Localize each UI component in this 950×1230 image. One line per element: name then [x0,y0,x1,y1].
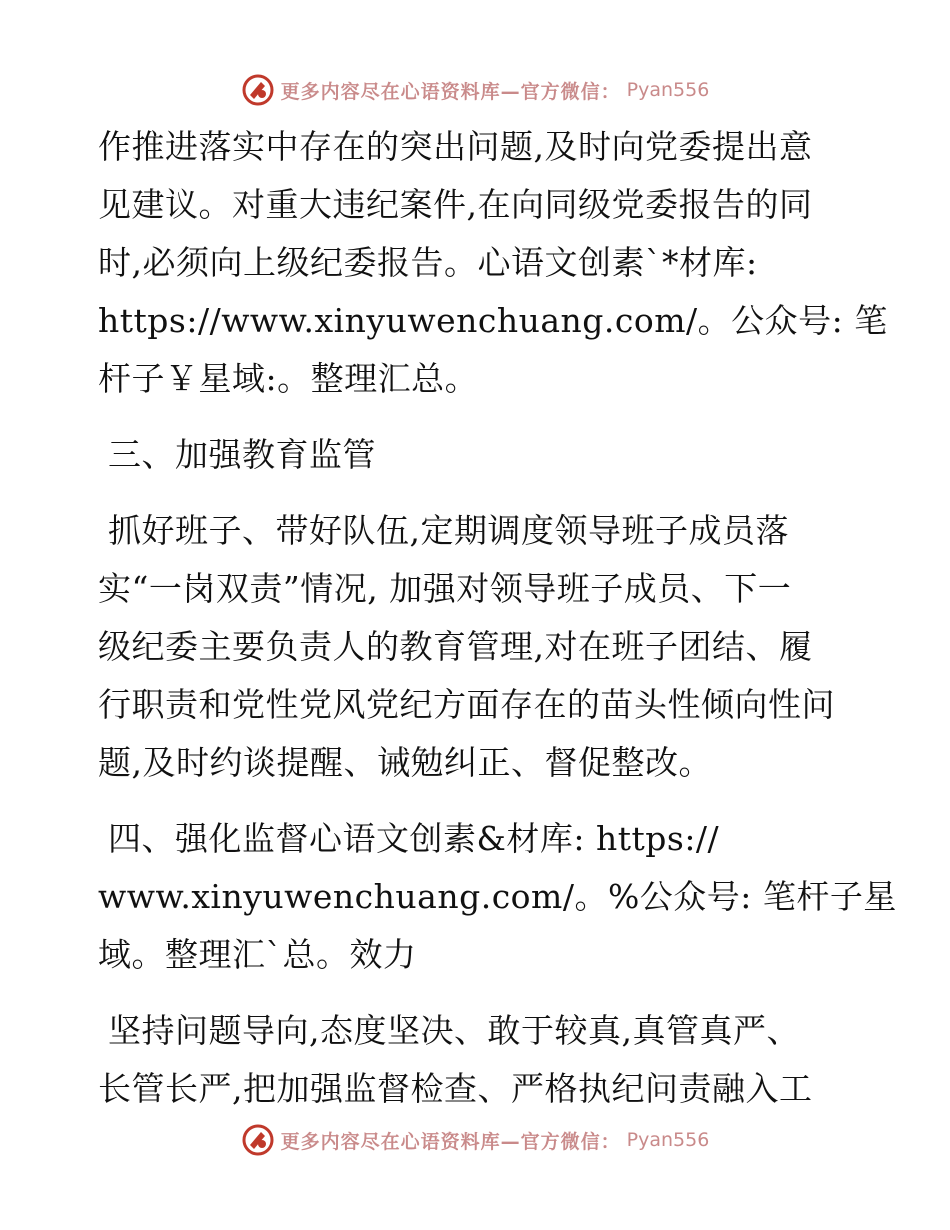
paragraph-line: 抓好班子、带好队伍,定期调度领导班子成员落 [108,511,789,550]
paragraph-line: 级纪委主要负责人的教育管理,对在班子团结、履 [98,627,813,666]
paragraph-line: https://www.xinyuwenchuang.com/。公众号: 笔 [98,301,888,340]
paragraph-line: 时,必须向上级纪委报告。心语文创素`*材库: [98,243,758,282]
section-heading-3: 三、加强教育监管 [108,435,376,474]
footer-banner [0,1120,950,1160]
header-banner [0,70,950,110]
paragraph-line: 见建议。对重大违纪案件,在向同级党委报告的同 [98,185,813,224]
header-banner-text: 更多内容尽在心语资料库—官方微信： [280,80,621,103]
paragraph-line: 行职责和党性党风党纪方面存在的苗头性倾向性问 [98,685,835,724]
brand-logo-icon [241,73,275,107]
paragraph-line: 长管长严,把加强监督检查、严格执纪问责融入工 [98,1069,813,1108]
paragraph-line: 实“一岗双责”情况, 加强对领导班子成员、下一 [98,569,792,608]
section-heading-4-cont: www.xinyuwenchuang.com/。%公众号: 笔杆子星 [98,877,897,916]
section-heading-4-cont: 域。整理汇`总。效力 [98,935,417,974]
footer-banner-wechat: Pyan556 [626,1129,710,1151]
paragraph-line: 作推进落实中存在的突出问题,及时向党委提出意 [98,127,813,166]
paragraph-line: 题,及时约谈提醒、诫勉纠正、督促整改。 [98,743,712,782]
brand-logo-icon [241,1123,275,1157]
section-heading-4: 四、强化监督心语文创素&材库: https:// [108,819,720,858]
document-body [98,118,897,1118]
paragraph-line: 杆子￥星域:。整理汇总。 [98,359,479,398]
footer-banner-text: 更多内容尽在心语资料库—官方微信： [280,1130,621,1153]
paragraph-line: 坚持问题导向,态度坚决、敢于较真,真管真严、 [108,1011,800,1050]
header-banner-wechat: Pyan556 [626,79,710,101]
